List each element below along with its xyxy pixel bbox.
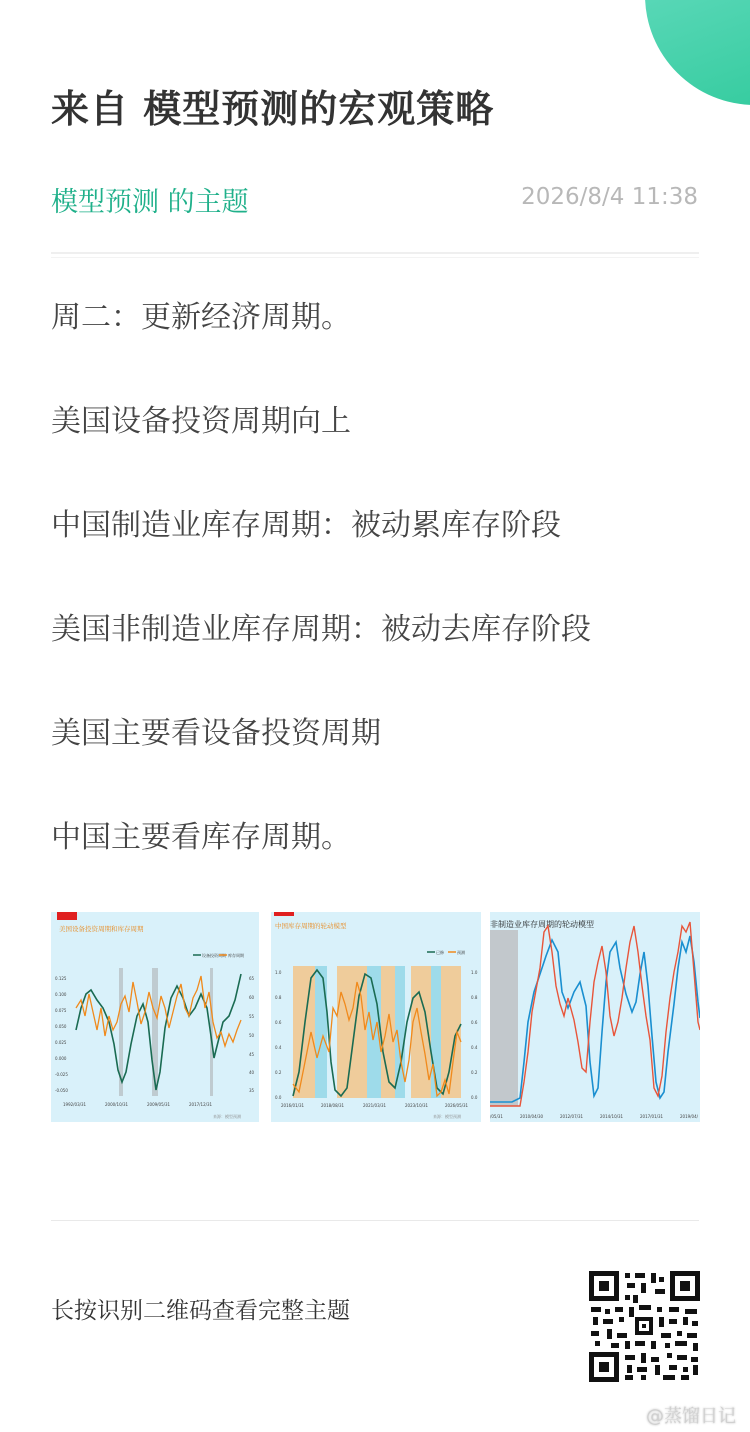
chart-2-legend-2: 预测 <box>457 950 465 955</box>
post-timestamp: 2026/8/4 11:38 <box>521 184 698 210</box>
chart-3-xtick: 2012/07/31 <box>560 1114 584 1119</box>
chart-2-xtick: 2023/10/31 <box>405 1103 429 1108</box>
chart-1-ytick-right: 55 <box>249 1014 255 1019</box>
footer-divider <box>51 1220 699 1221</box>
chart-1-ytick: 0.125 <box>55 976 67 981</box>
chart-thumbnail-2[interactable] <box>271 912 481 1122</box>
chart-2-xtick: 2021/03/31 <box>363 1103 387 1108</box>
chart-1-ytick-right: 45 <box>249 1052 255 1057</box>
chart-1-ytick-right: 35 <box>249 1088 255 1093</box>
chart-thumbnail-1[interactable] <box>51 912 259 1122</box>
chart-1-xtick: 2000/10/31 <box>105 1102 129 1107</box>
content-line-2: 美国设备投资周期向上 <box>51 404 351 439</box>
chart-2-ytick-right: 1.0 <box>471 970 478 975</box>
chart-2-xtick: 2026/05/31 <box>445 1103 469 1108</box>
qr-code[interactable] <box>589 1271 700 1382</box>
chart-1-ytick-right: 65 <box>249 976 255 981</box>
chart-1-ytick: 0.100 <box>55 992 67 997</box>
chart-2-source: 来源：模型预测 <box>433 1114 461 1119</box>
chart-2-ytick: 0.0 <box>275 1095 282 1100</box>
chart-2-xtick: 2016/01/31 <box>281 1103 305 1108</box>
chart-1-ytick: 0.025 <box>55 1040 67 1045</box>
chart-1-ytick-right: 60 <box>249 995 255 1000</box>
red-tag <box>57 912 77 920</box>
chart-3-xtick: 2017/01/31 <box>640 1114 664 1119</box>
chart-1-xtick: 2017/12/31 <box>189 1102 213 1107</box>
chart-3-xtick: 2010/04/30 <box>520 1114 544 1119</box>
chart-1-ytick: -0.025 <box>55 1072 68 1077</box>
chart-3-title: 非制造业库存周期的轮动模型 <box>490 920 594 929</box>
topic-link[interactable]: 模型预测 的主题 <box>51 187 249 218</box>
chart-1-xtick: 1992/03/31 <box>63 1102 87 1107</box>
chart-2-title: 中国库存周期的轮动模型 <box>275 922 347 930</box>
image-gallery <box>51 912 700 1122</box>
qr-hint-text: 长按识别二维码查看完整主题 <box>51 1298 350 1324</box>
content-line-3: 中国制造业库存周期：被动累库存阶段 <box>51 508 561 543</box>
content-line-5: 美国主要看设备投资周期 <box>51 716 381 751</box>
chart-thumbnail-3[interactable] <box>490 912 700 1122</box>
chart-1-ytick: 0.050 <box>55 1024 67 1029</box>
chart-2-ytick-right: 0.2 <box>471 1070 478 1075</box>
page-title: 来自 模型预测的宏观策略 <box>51 87 495 131</box>
chart-2-ytick: 0.2 <box>275 1070 282 1075</box>
chart-2-xtick: 2018/08/31 <box>321 1103 345 1108</box>
content-line-4: 美国非制造业库存周期：被动去库存阶段 <box>51 612 591 647</box>
chart-1-source: 来源：模型预测 <box>213 1114 241 1119</box>
chart-1-ytick: 0.000 <box>55 1056 67 1061</box>
chart-1-ytick: 0.075 <box>55 1008 67 1013</box>
chart-1-xtick: 2009/05/31 <box>147 1102 171 1107</box>
chart-3-xtick: 2014/10/31 <box>600 1114 624 1119</box>
chart-2-ytick-right: 0.0 <box>471 1095 478 1100</box>
chart-2-legend-1: 已修 <box>436 950 444 955</box>
chart-2-ytick-right: 0.6 <box>471 1020 478 1025</box>
chart-1-title: 美国设备投资周期和库存周期 <box>59 925 144 933</box>
chart-2-ytick: 1.0 <box>275 970 282 975</box>
chart-1-ytick-right: 40 <box>249 1070 255 1075</box>
chart-2-ytick-right: 0.4 <box>471 1045 478 1050</box>
chart-1-ytick-right: 50 <box>249 1033 255 1038</box>
red-tag <box>274 912 294 916</box>
chart-1-ytick: -0.050 <box>55 1088 68 1093</box>
corner-decoration <box>645 0 750 105</box>
watermark: @蒸馏日记 <box>646 1406 736 1427</box>
chart-2-ytick: 0.8 <box>275 995 282 1000</box>
chart-1-legend-2: 库存周期 <box>228 953 244 958</box>
content-line-6: 中国主要看库存周期。 <box>51 820 351 855</box>
chart-2-ytick: 0.6 <box>275 1020 282 1025</box>
chart-3-xtick: /05/31 <box>490 1114 503 1119</box>
chart-2-ytick: 0.4 <box>275 1045 282 1050</box>
chart-2-ytick-right: 0.8 <box>471 995 478 1000</box>
header-divider <box>51 252 699 254</box>
header-divider-shadow <box>51 257 699 258</box>
content-line-1: 周二：更新经济周期。 <box>51 300 351 335</box>
chart-1-legend-1: 设备投资周期 <box>202 953 226 958</box>
chart-3-xtick: 2019/04/ <box>680 1114 698 1119</box>
